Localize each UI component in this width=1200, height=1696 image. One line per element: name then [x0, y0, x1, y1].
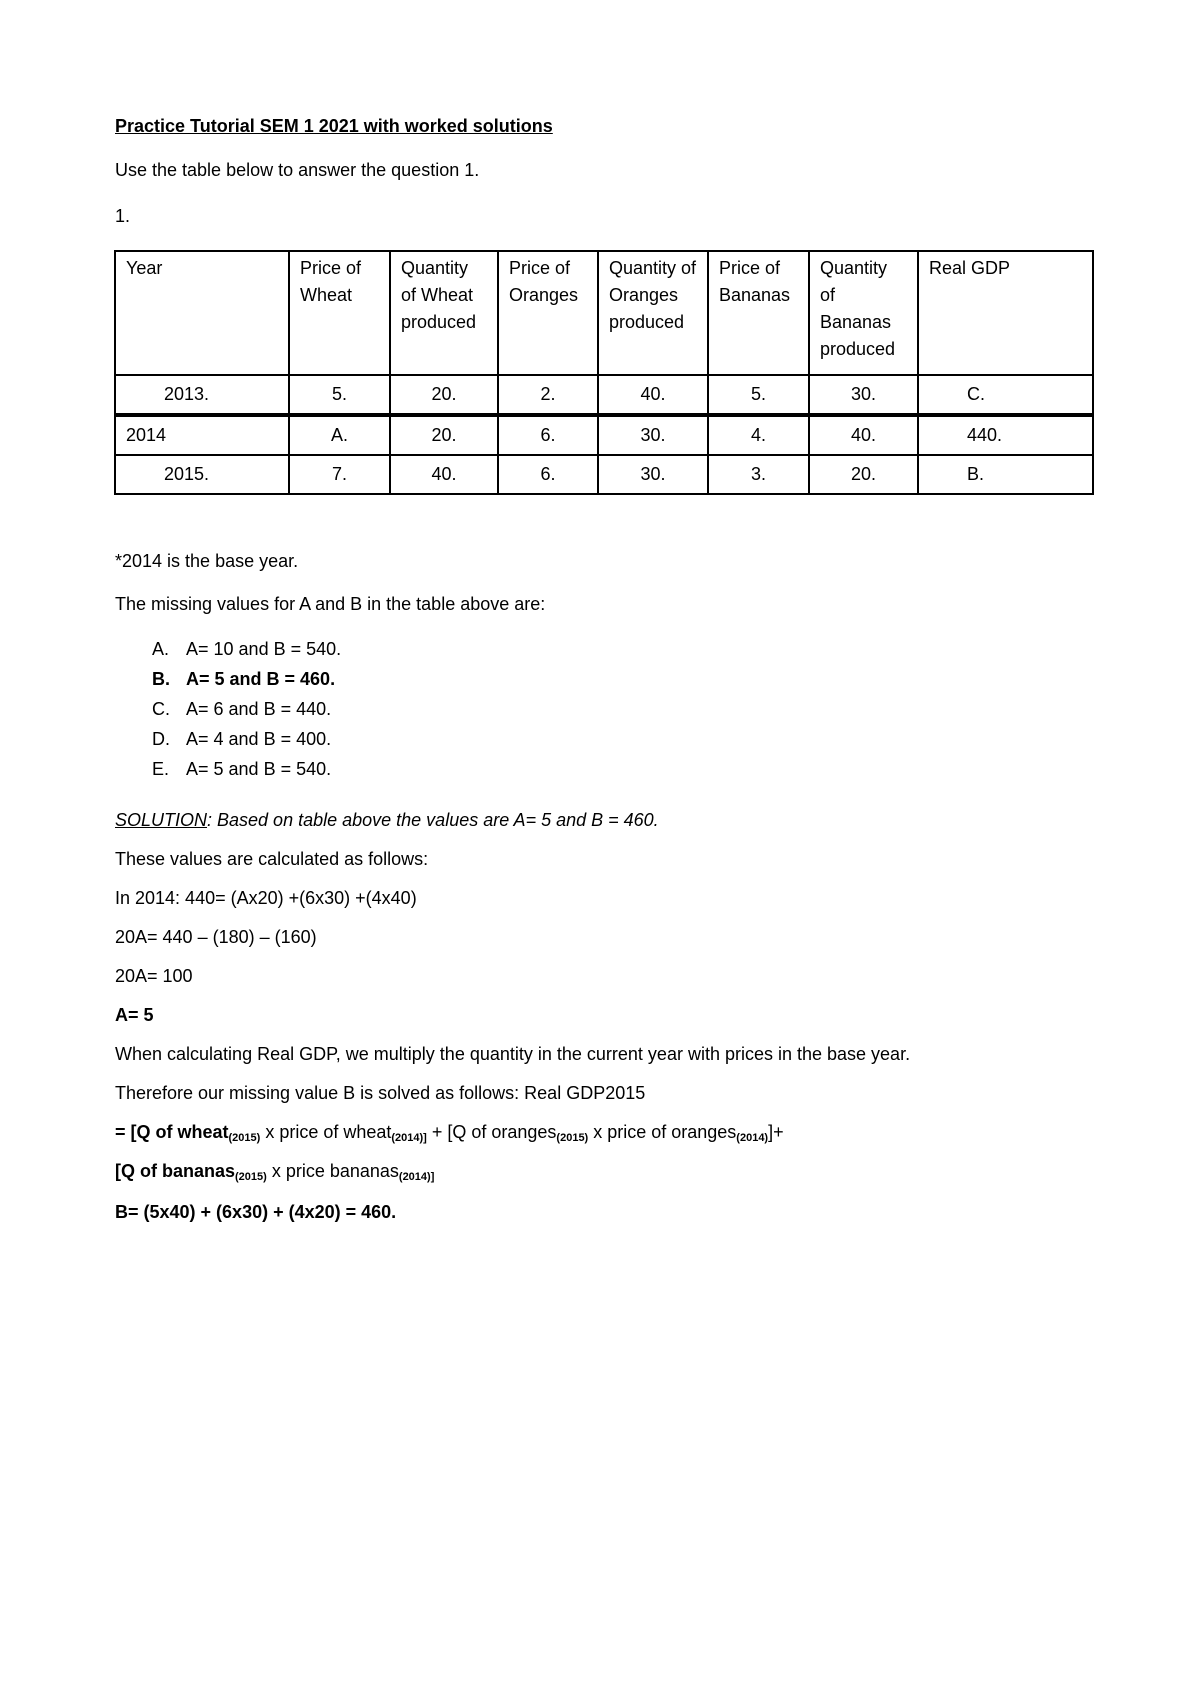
option-b	[152, 664, 341, 694]
table-cell: 20.	[390, 375, 498, 415]
table-cell: 5.	[289, 375, 390, 415]
header-cell: Price of Oranges	[498, 251, 598, 375]
header-cell: Price of Bananas	[708, 251, 809, 375]
table-cell: 6.	[498, 415, 598, 455]
solution-heading	[115, 810, 659, 831]
option-text: A= 4 and B = 400.	[186, 729, 332, 749]
production-table	[114, 250, 1094, 495]
table-cell: 6.	[498, 455, 598, 494]
option-letter: C.	[152, 699, 170, 719]
formula-subscript: (2014)	[736, 1132, 769, 1144]
option-c	[152, 694, 341, 724]
table-cell: 40.	[390, 455, 498, 494]
option-letter: E.	[152, 759, 170, 779]
solution-line: Therefore our missing value B is solved as follows: Real GDP2015	[115, 1083, 646, 1103]
formula-part: x price of oranges	[588, 1122, 737, 1142]
option-a	[152, 634, 341, 664]
document-title: Practice Tutorial SEM 1 2021 with worked solutions	[115, 116, 553, 136]
final-answer: B= (5x40) + (6x30) + (4x20) = 460.	[115, 1202, 397, 1222]
solution-result: A= 5	[115, 1005, 154, 1025]
table-cell: 30.	[598, 455, 708, 494]
header-cell: Quantity of Bananas produced	[809, 251, 918, 375]
table-cell: 20.	[809, 455, 918, 494]
question-text: The missing values for A and B in the table above are:	[115, 594, 546, 614]
intro-text: Use the table below to answer the question 1.	[115, 160, 480, 180]
header-cell: Price of Wheat	[289, 251, 390, 375]
option-text: A= 6 and B = 440.	[186, 699, 332, 719]
table-header-row	[115, 251, 1093, 375]
solution-label: SOLUTION	[115, 810, 208, 830]
formula-line	[115, 1161, 434, 1183]
solution-line: 20A= 440 – (180) – (160)	[115, 927, 317, 947]
formula-subscript: (2015)	[235, 1171, 267, 1183]
table-cell: 3.	[708, 455, 809, 494]
solution-summary: : Based on table above the values are A= 5 and B = 460.	[207, 810, 659, 830]
formula-part: + [Q of oranges	[426, 1122, 557, 1142]
formula-subscript: (2014)]	[391, 1132, 427, 1144]
table-cell: 7.	[289, 455, 390, 494]
solution-line: In 2014: 440= (Ax20) +(6x30) +(4x40)	[115, 888, 417, 908]
table-row	[115, 455, 1093, 494]
table-cell: 2014	[115, 415, 289, 455]
formula-part: x price of wheat	[260, 1122, 392, 1142]
base-year-note: *2014 is the base year.	[115, 551, 299, 571]
formula-part: [Q of bananas	[115, 1161, 236, 1181]
header-cell: Year	[115, 251, 289, 375]
formula-subscript: (2014)]	[398, 1171, 435, 1183]
table-cell: 40.	[809, 415, 918, 455]
question-number: 1.	[115, 206, 131, 226]
option-letter: A.	[152, 639, 170, 659]
header-cell: Quantity of Wheat produced	[390, 251, 498, 375]
option-text: A= 10 and B = 540.	[186, 639, 342, 659]
formula-line	[115, 1122, 784, 1144]
option-letter: B.	[152, 669, 170, 689]
option-text: A= 5 and B = 460.	[186, 669, 336, 689]
table-cell: 30.	[809, 375, 918, 415]
table-row	[115, 415, 1093, 455]
table-cell: 2.	[498, 375, 598, 415]
table-cell: 40.	[598, 375, 708, 415]
table-cell: A.	[289, 415, 390, 455]
table-cell: C.	[918, 375, 1093, 415]
table-cell: 30.	[598, 415, 708, 455]
table-cell: 2015.	[115, 455, 289, 494]
formula-part: ]+	[768, 1122, 784, 1142]
table-cell: 4.	[708, 415, 809, 455]
formula-part: = [Q of wheat	[115, 1122, 229, 1142]
table-row	[115, 375, 1093, 415]
header-cell: Real GDP	[918, 251, 1093, 375]
solution-line: When calculating Real GDP, we multiply the quantity in the current year with prices in the base year.	[115, 1044, 911, 1064]
table-cell: 20.	[390, 415, 498, 455]
answer-options	[152, 634, 341, 784]
option-text: A= 5 and B = 540.	[186, 759, 332, 779]
table-cell: 2013.	[115, 375, 289, 415]
table-cell: 5.	[708, 375, 809, 415]
table-cell: 440.	[918, 415, 1093, 455]
formula-part: x price bananas	[266, 1161, 399, 1181]
option-letter: D.	[152, 729, 170, 749]
option-d	[152, 724, 341, 754]
formula-subscript: (2015)	[556, 1132, 589, 1144]
header-cell: Quantity of Oranges produced	[598, 251, 708, 375]
formula-subscript: (2015)	[228, 1132, 261, 1144]
solution-line: 20A= 100	[115, 966, 193, 986]
option-e	[152, 754, 341, 784]
solution-line: These values are calculated as follows:	[115, 849, 429, 869]
table-cell: B.	[918, 455, 1093, 494]
